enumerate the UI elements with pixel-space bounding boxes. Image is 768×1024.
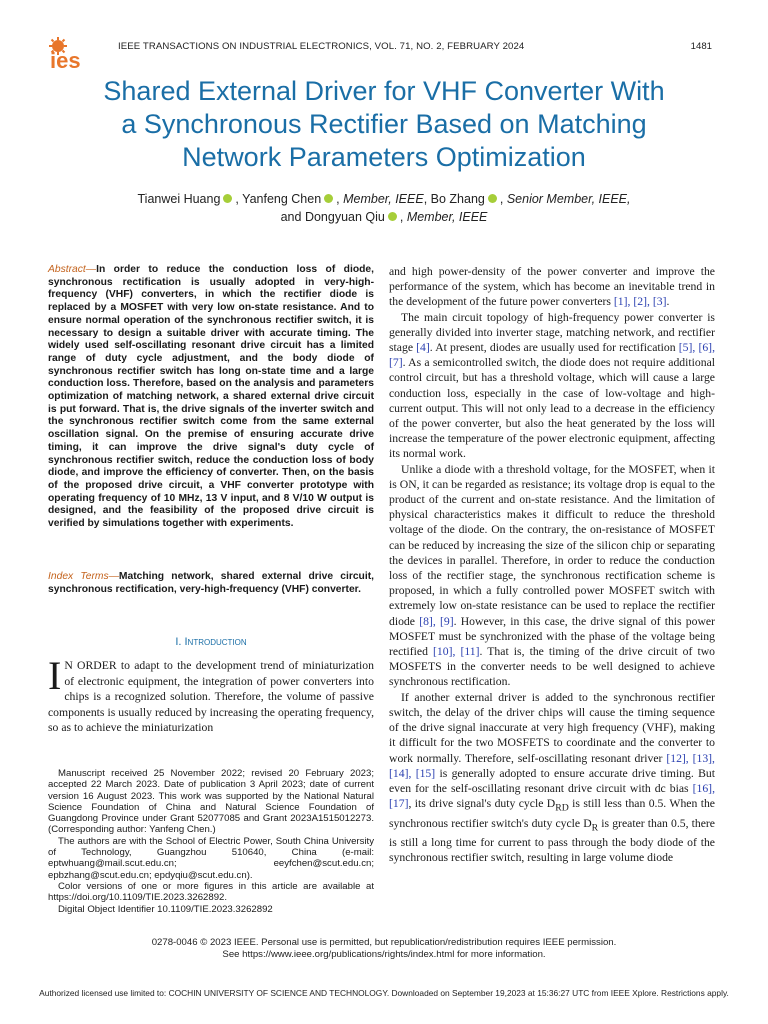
orcid-icon[interactable] <box>488 194 497 203</box>
copyright-notice <box>60 937 708 960</box>
section-number: I. <box>175 636 182 648</box>
intro-text: to adapt to the development trend of miniaturization of electronic equipment, the integration of power converters into chips is a recognized solution. Therefore, the volume of passive components is usually reduced by increasing the operating frequency, so as to achieve the miniaturization <box>48 659 374 735</box>
author-role: Member, IEEE <box>343 192 424 206</box>
title-line: Shared External Driver for VHF Converter With <box>103 76 665 106</box>
paragraph: The main circuit topology of high-frequency power converter is generally divided into inverter stage, matching network, and rectifier stage [4]. At present, diodes are usually used for rectification [5], [6], [7]. As a semicontrolled switch, the diode does not require additional control circuit, but has a threshold voltage, which will cause a large conduction loss, especially in the case of low-voltage and high-current output. This will not only lead to a decrease in the efficiency of the power converter, but also the heat generated by the loss will increase the temperature of the power electronic equipment, affecting its normal work. <box>389 310 715 461</box>
citation-link[interactable]: [8], [9] <box>419 614 454 628</box>
section-heading <box>48 636 374 648</box>
copyright-line: 0278-0046 © 2023 IEEE. Personal use is permitted, but republication/redistribution requires IEEE permission. <box>151 937 617 948</box>
journal-header: IEEE TRANSACTIONS ON INDUSTRIAL ELECTRONICS, VOL. 71, NO. 2, FEBRUARY 2024 <box>118 41 525 52</box>
author-role: Senior Member, IEEE, <box>506 192 631 206</box>
ies-logo <box>46 36 104 70</box>
paragraph: If another external driver is added to the synchronous rectifier switch, the delay of the driver chips will cause the timing sequence of the drive signal inaccurate at very high frequency (VHF), making it difficult for the two MOSFETS to coordinate and the converter to work normally. Therefore, self-oscillating resonant driver [12], [13], [14], [15] is generally adopted to ensure accurate drive timing. But even for the self-oscillating resonant drive circuit with dc bias [16], [17], its drive signal's duty cycle $D_{RD}$ is still less than 0.5. When the synchronous rectifier switch's duty cycle $D_R$ is greater than 0.5, there is still a long time for current to pass through the body diode of the synchronous rectifier switch, resulting in large volume diode <box>389 690 715 865</box>
author-role: Member, IEEE <box>406 210 488 224</box>
abstract-text: In order to reduce the conduction loss of diode, synchronous rectification is usually adopted in very-high-frequency (VHF) converters, in which the rectifier diode is replaced by a MOSFET with very low on-state resistance. And to ensure normal operation of the synchronous rectifier switch, it is necessary to design a suitable driver with accurate timing. The widely used self-oscillating resonant drive circuit has a limited range of duty cycle adjustment, and the body diode of synchronous rectifier switch has long on-state time and a large conduction loss. Therefore, based on the analysis and parameters optimization of matching network, a shared external drive circuit is put forward. That is, the drive signals of the inverter switch and the synchronous rectifier switch come from the same external oscillation signal. On the premise of ensuring accurate drive timing, it can improve the drive signal's duty cycle of synchronous rectifier switch, reduce the conduction loss of body diode, and improve the efficiency of converter. Then, on the basis of the proposed drive circuit, a VHF converter prototype with operating frequency of 10 MHz, 13 V input, and 8 V/10 W output is designed, and the feasibility of the proposed drive circuit is verified by simulations together with experiments. <box>48 264 374 530</box>
footnote-color: Color versions of one or more figures in this article are available at https://doi.org/10.1109/TIE.2023.3262892. <box>48 880 374 904</box>
citation-link[interactable]: [4] <box>416 341 430 355</box>
footnote-doi: Digital Object Identifier 10.1109/TIE.2023.3262892 <box>58 903 273 915</box>
intro-paragraph <box>48 653 374 736</box>
title-line: Network Parameters Optimization <box>182 142 586 172</box>
authorized-use-notice: Authorized licensed use limited to: COCHIN UNIVERSITY OF SCIENCE AND TECHNOLOGY. Downloaded on September 19,2023 at 15:36:27 UTC from IEEE Xplore. Restrictions apply. <box>39 988 729 998</box>
footnote-affiliation: The authors are with the School of Electric Power, South China University of Technology, Guangzhou 510640, China (e-mail: eptwhuang@mail.scut.edu.cn; eeyfchen@scut.edu.cn; epbzhang@scut.edu.cn; epdyqiu@scut.edu.cn). <box>48 835 374 881</box>
orcid-icon[interactable] <box>388 212 397 221</box>
index-terms-label: Index Terms— <box>48 571 119 582</box>
page-number: 1481 <box>690 41 712 52</box>
paper-title <box>40 75 728 174</box>
author-name: Yanfeng Chen <box>242 192 322 206</box>
drop-cap: I <box>48 653 62 698</box>
copyright-link-line[interactable]: See https://www.ieee.org/publications/rights/index.html for more information. <box>222 948 546 960</box>
citation-link[interactable]: [12], [13], [14], [15] <box>389 751 715 780</box>
paragraph: Unlike a diode with a threshold voltage, for the MOSFET, when it is ON, it can be regarded as resistance; its voltage drop is equal to the product of the current and on-state resistance. And the limitation of physical characteristics makes it difficult to reduce the threshold voltage of the diode. On the contrary, the on-resistance of MOSFET can be reduced by increasing the size of the silicon chip or separating the devices in parallel. Therefore, in order to reduce the conduction loss of the rectifier stage, the synchronous rectification scheme is proposed, in which a fully controlled power MOSFET switch with extremely low on-state resistance can be used to replace the rectifier diode [8], [9]. However, in this case, the drive signal of this power MOSFET must be synchronized with the phase of the voltage being rectified [10], [11]. That is, the timing of the drive circuit of two MOSFETS in the converter needs to be well designed to achieve synchronous rectification. <box>389 462 716 689</box>
citation-link[interactable]: [5], [6], [7] <box>389 341 715 370</box>
index-terms <box>48 571 374 596</box>
abstract-label: Abstract— <box>48 264 97 275</box>
author-name: Bo Zhang <box>430 192 485 206</box>
footnote-manuscript: Manuscript received 25 November 2022; revised 20 February 2023; accepted 22 March 2023. Date of publication 3 April 2023; date of current version 16 August 2023. This work was supported by the National Natural Science Foundation of China and Natural Science Foundation of Guangdong Province under Grant 52077085 and Grant 2023A1515012273. (Corresponding author: Yanfeng Chen.) <box>48 768 374 836</box>
paragraph: and high power-density of the power converter and improve the performance of the system, which has become an inevitable trend in the development of the future power converters [1], [2], [3]. <box>389 265 715 309</box>
author-name: Dongyuan Qiu <box>304 210 385 224</box>
orcid-icon[interactable] <box>324 194 333 203</box>
title-line: a Synchronous Rectifier Based on Matching <box>121 109 647 139</box>
intro-lead: N ORDER <box>64 659 117 672</box>
citation-link[interactable]: [16], [17] <box>389 781 715 811</box>
author-name: Tianwei Huang <box>137 192 221 206</box>
orcid-icon[interactable] <box>223 194 232 203</box>
author-list: Tianwei Huang , Yanfeng Chen , Member, IEEE, Bo Zhang , Senior Member, IEEE, and Dongyuan Qiu , Member, IEEE <box>137 192 631 224</box>
author-conjunction: and <box>280 210 302 224</box>
footnotes <box>48 768 374 915</box>
index-terms-text: Matching network, shared external drive circuit, synchronous rectification, very-high-frequency (VHF) converter. <box>48 571 374 595</box>
citation-link[interactable]: [10], [11] <box>433 645 480 659</box>
body-column-2 <box>389 264 715 866</box>
svg-text:ies: ies <box>50 48 81 70</box>
section-title: Introduction <box>184 636 247 648</box>
abstract <box>48 264 374 531</box>
citation-link[interactable]: [1], [2], [3] <box>613 295 667 309</box>
